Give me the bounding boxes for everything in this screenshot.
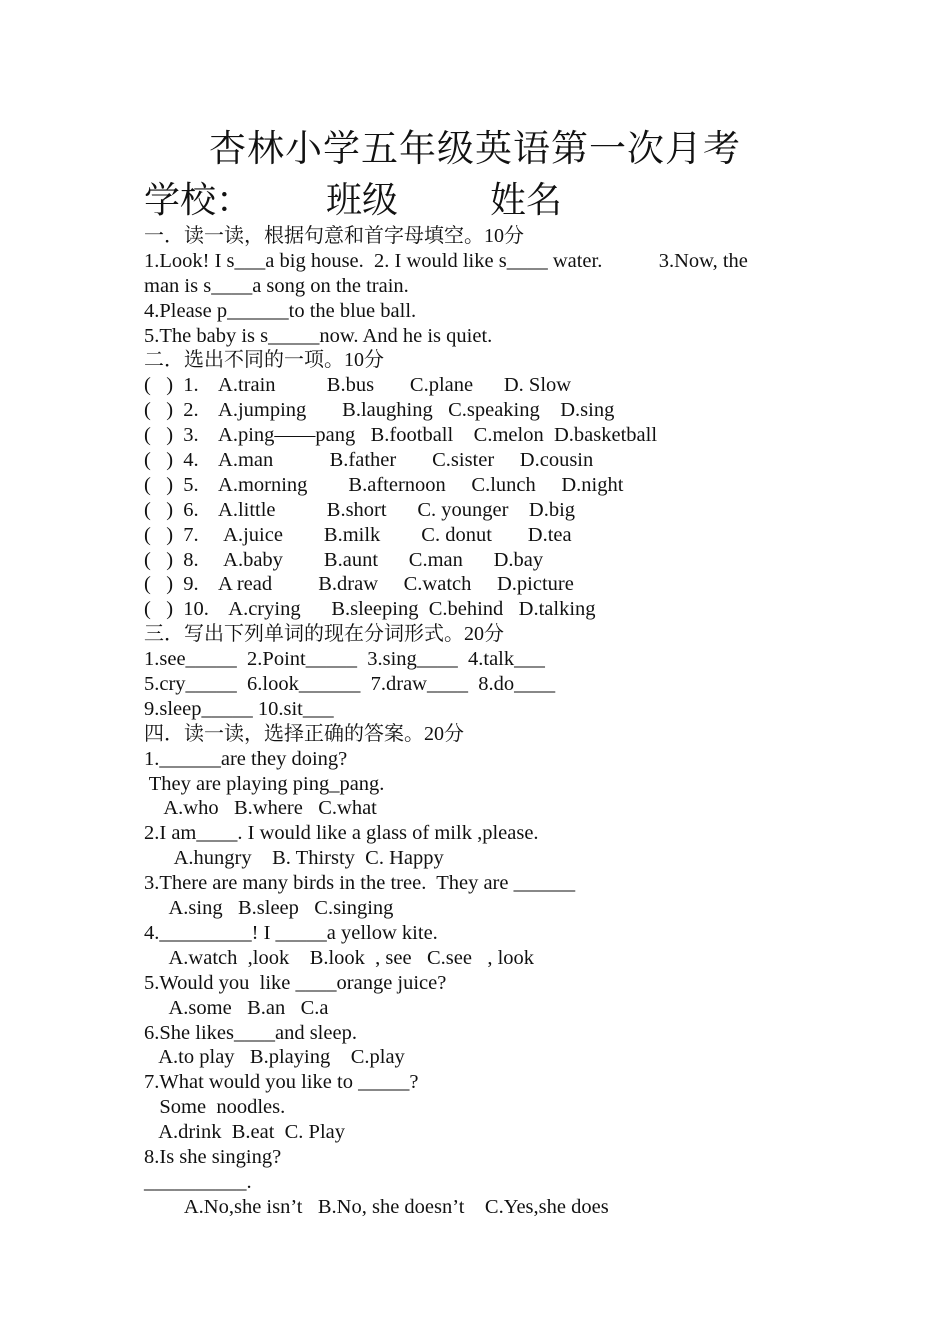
question-line: man is s____a song on the train. (144, 274, 409, 297)
question-line: 4.Please p______to the blue ball. (144, 299, 417, 322)
question-line: ( ) 2. A.jumping B.laughing C.speaking D.sing (144, 399, 615, 422)
question-line: 3.There are many birds in the tree. They are ______ (144, 872, 576, 895)
question-line: A.No,she isn’t B.No, she doesn’t C.Yes,she does (144, 1195, 609, 1218)
question-line: A.sing B.sleep C.singing (144, 897, 394, 920)
question-line: 5.The baby is s_____now. And he is quiet. (144, 324, 493, 347)
question-line: A.drink B.eat C. Play (144, 1121, 346, 1144)
question-line: ( ) 1. A.train B.bus C.plane D. Slow (144, 374, 572, 397)
question-line: A.watch ,look B.look , see C.see , look (144, 946, 535, 969)
question-line: 8.Is she singing? (144, 1145, 282, 1168)
question-line: 6.She likes____and sleep. (144, 1021, 357, 1044)
question-line: A.who B.where C.what (144, 797, 377, 820)
question-line: 4._________! I _____a yellow kite. (144, 921, 438, 944)
question-line: 1.Look! I s___a big house. 2. I would like s____ water. 3.Now, the (144, 249, 748, 272)
class-label: 班级 (326, 180, 399, 220)
question-line: 9.sleep_____ 10.sit___ (144, 697, 334, 720)
question-line: 5.Would you like ____orange juice? (144, 971, 447, 994)
question-line: ( ) 8. A.baby B.aunt C.man D.bay (144, 548, 544, 571)
question-line: 5.cry_____ 6.look______ 7.draw____ 8.do____ (144, 673, 556, 696)
question-line: ( ) 5. A.morning B.afternoon C.lunch D.night (144, 473, 624, 496)
school-label: 学校： (144, 180, 253, 220)
question-line: 2.I am____. I would like a glass of milk ,please. (144, 822, 539, 845)
exam-title: 杏林小学五年级英语第一次月考 (209, 129, 741, 170)
question-line: 1.see_____ 2.Point_____ 3.sing____ 4.talk___ (144, 648, 545, 671)
question-line: ( ) 7. A.juice B.milk C. donut D.tea (144, 523, 572, 546)
question-line: A.to play B.playing C.play (144, 1046, 405, 1069)
question-line: ( ) 10. A.crying B.sleeping C.behind D.talking (144, 598, 596, 621)
question-line: ( ) 6. A.little B.short C. younger D.big (144, 498, 576, 521)
section-heading: 一．读一读，根据句意和首字母填空。10分 (144, 225, 524, 247)
question-line: 7.What would you like to _____? (144, 1071, 419, 1094)
section-heading: 三．写出下列单词的现在分词形式。20分 (144, 623, 504, 646)
question-line: __________. (144, 1170, 252, 1193)
question-line: ( ) 9. A read B.draw C.watch D.picture (144, 573, 574, 596)
question-line: ( ) 4. A.man B.father C.sister D.cousin (144, 449, 594, 472)
question-line: A.some B.an C.a (144, 996, 329, 1019)
exam-body (144, 224, 824, 1220)
name-label: 姓名 (490, 180, 563, 220)
section-heading: 四．读一读，选择正确的答案。20分 (144, 722, 464, 745)
question-line: They are playing ping_pang. (144, 772, 385, 795)
question-line: 1.______are they doing? (144, 747, 348, 770)
question-line: Some noodles. (144, 1096, 286, 1119)
question-line: ( ) 3. A.ping——pang B.football C.melon D.basketball (144, 424, 658, 447)
question-line: A.hungry B. Thirsty C. Happy (144, 847, 444, 870)
section-heading: 二．选出不同的一项。10分 (144, 349, 384, 372)
